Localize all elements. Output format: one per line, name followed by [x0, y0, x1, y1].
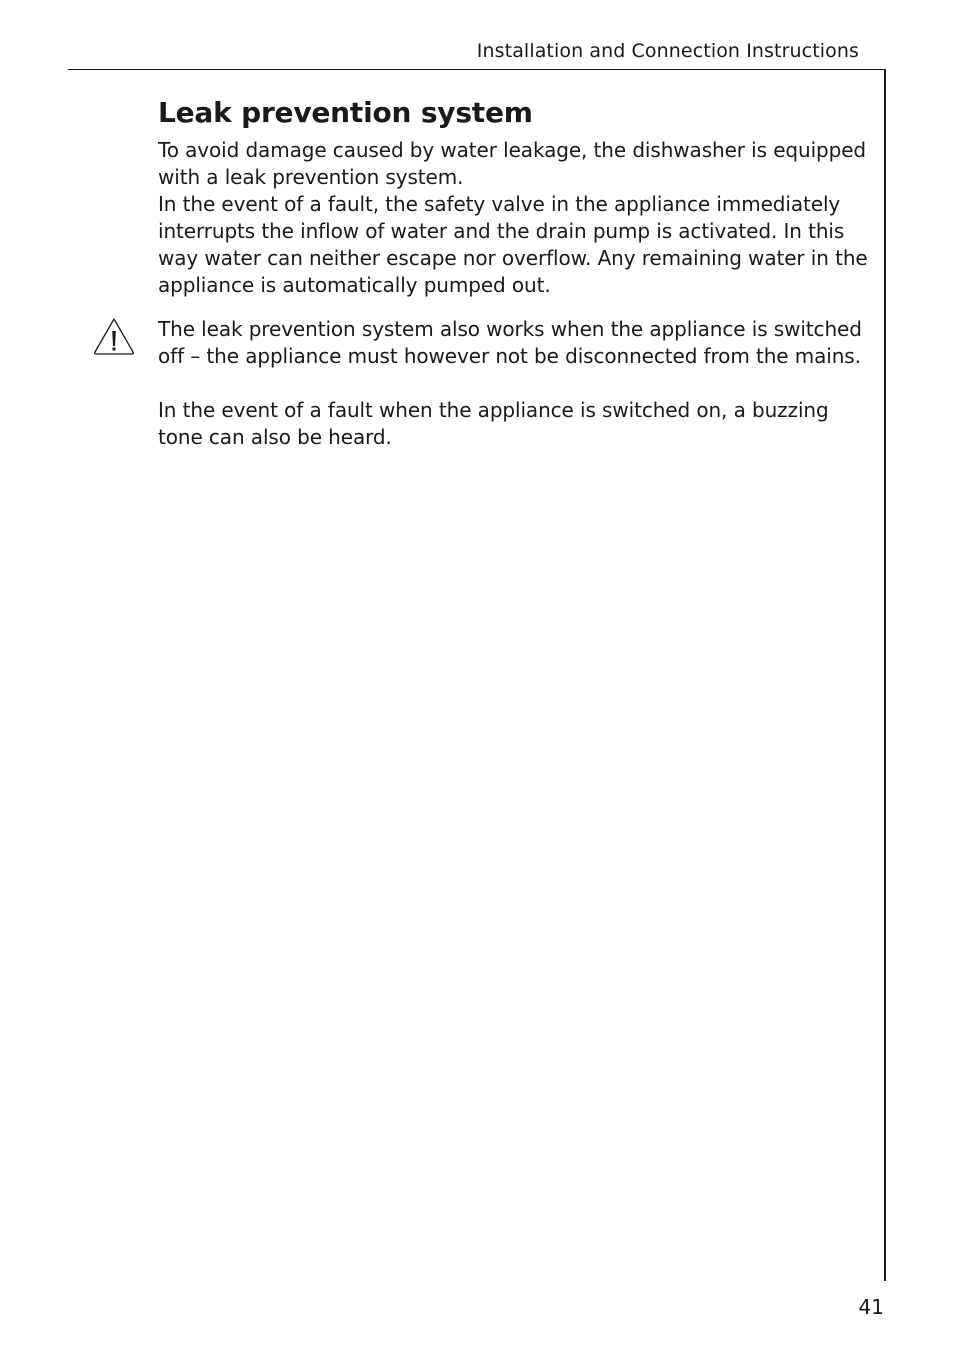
page-content [158, 95, 870, 451]
section-title: Leak prevention system [158, 96, 533, 129]
running-header: Installation and Connection Instructions [476, 40, 859, 62]
intro-paragraph: To avoid damage caused by water leakage, the dishwasher is equipped with a leak prevention system. [158, 138, 867, 189]
fault-paragraph: In the event of a fault, the safety valve in the appliance immediately interrupts the inflow of water and the drain pump is activated. In this way water can neither escape nor overflow. Any remaining water in the appliance is automatically pumped out. [158, 192, 868, 297]
paragraph-gap [158, 370, 870, 397]
warning-triangle-icon [92, 316, 136, 356]
page-number: 41 [858, 1295, 884, 1319]
warning-text: The leak prevention system also works when the appliance is switched off – the appliance must however not be disconnected from the mains. [158, 317, 862, 368]
buzzing-note: In the event of a fault when the appliance is switched on, a buzzing tone can also be heard. [158, 398, 829, 449]
header-rule [68, 69, 886, 70]
warning-block [158, 316, 870, 370]
side-rule [884, 69, 886, 1281]
